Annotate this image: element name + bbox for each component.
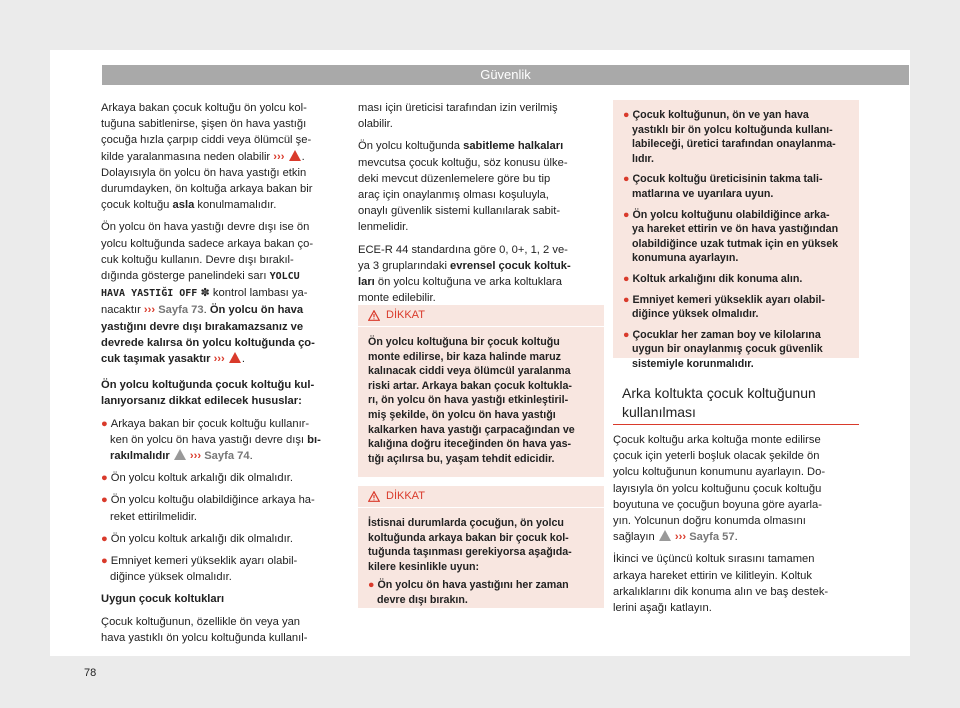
column-3 xyxy=(613,432,863,622)
warning-icon xyxy=(659,530,671,541)
list-item: ● Koltuk arkalığını dik konuma alın. xyxy=(623,272,803,285)
warning-icon xyxy=(289,150,301,161)
page-number: 78 xyxy=(84,667,97,679)
page-link[interactable]: Sayfa 73 xyxy=(158,304,204,317)
page-header: Güvenlik xyxy=(102,65,909,85)
column-1 xyxy=(101,100,351,652)
list-item: ● Emniyet kemeri yükseklik ayarı olabil- diğince yüksek olmalıdır. xyxy=(101,555,298,584)
paragraph: ECE-R 44 standardına göre 0, 0+, 1, 2 ve- ya 3 gruplarındaki evrensel çocuk koltuk- ları ön yolcu koltuğuna ve arka koltuklara monte edilebilir. xyxy=(358,243,571,305)
list-item: ● Çocuklar her zaman boy ve kilolarına uygun bir onaylanmış çocuk güvenlik sistemiyle korunmalıdır. xyxy=(623,328,823,370)
warning-box-1 xyxy=(358,305,604,477)
list-item: ● Ön yolcu koltuğu olabildiğince arkaya ha- reket ettirilmelidir. xyxy=(101,494,315,523)
subheading: Uygun çocuk koltukları xyxy=(101,593,225,606)
paragraph: Arkaya bakan çocuk koltuğu ön yolcu kol- tuğuna sabitlenirse, şişen ön hava yastığı çocuğa hızla çarpıp ciddi veya ölümcül şe- kilde yaralanmasına neden olabilir ››› . Dolayısıyla ön yolcu ön hava yastığı etkin durumdayken, ön koltuğa arkaya bakan bir çocuk koltuğu asla konulmamalıdır. xyxy=(101,102,313,212)
requirements-box xyxy=(613,100,859,370)
list-item: ● Çocuk koltuğu üreticisinin takma tali- matlarına ve uyarılara uyun. xyxy=(623,173,823,200)
warning-icon xyxy=(368,491,380,502)
paragraph: ması için üreticisi tarafından izin verilmiş olabilir. xyxy=(358,102,558,131)
airbag-icon: ✽ xyxy=(200,287,210,300)
paragraph: Ön yolcu ön hava yastığı devre dışı ise ön yolcu koltuğunda sadece arkaya bakan ço- cuk koltuğu kullanın. Devre dışı bırakıl- dığında gösterge panelindeki sarı YOLCU HAVA YASTIĞI OFF ✽ kontrol lambası ya- nacaktır ››› Sayfa 73. Ön yolcu ön hava yastığını devre dışı bırakamazsanız ve devrede kalırsa ön yolcu koltuğunda ço- cuk taşımak yasaktır ››› . xyxy=(101,221,315,366)
warning-icon xyxy=(368,310,380,321)
warning-box-body: İstisnai durumlarda çocuğun, ön yolcu koltuğunda arkaya bakan bir çocuk kol- tuğunda taşınması gerekiyorsa aşağıda- kilere kesinlikle uyun: ● Ön yolcu ön hava yastığını her zaman devre dışı bırakın. xyxy=(358,508,604,608)
subheading: Ön yolcu koltuğunda çocuk koltuğu kul- lanıyorsanız dikkat edilecek hususlar: xyxy=(101,379,315,408)
page-link[interactable]: Sayfa 57 xyxy=(689,531,735,544)
list-item: ● Emniyet kemeri yükseklik ayarı olabil- diğince yüksek olmalıdır. xyxy=(623,293,825,321)
paragraph: Çocuk koltuğunun, özellikle ön veya yan hava yastıklı ön yolcu koltuğunda kullanıl- xyxy=(101,615,308,644)
warning-box-body: Ön yolcu koltuğuna bir çocuk koltuğu monte edilirse, bir kaza halinde maruz kalınacak ciddi veya ölümcül yaralanma riski artar. Arkaya bakan çocuk koltukla- rı, ön yolcu ön hava yastığı etkinleştiril- miş şekilde, ön yolcu ön hava yastığı kalkarken hava yastığı çarpacağından ve kalığına doğru iteceğinden ön hava yas- tığı açılırsa bu, yaşam tehdit edicidir. xyxy=(368,336,575,465)
warning-box-header: DİKKAT xyxy=(358,305,604,327)
paragraph: İkinci ve üçüncü koltuk sırasını tamamen arkaya hareket ettirin ve kilitleyin. Koltuk arkalıklarını dik konuma alın ve baş destek- lerini aşağı katlayın. xyxy=(613,553,829,615)
warning-icon xyxy=(174,449,186,460)
warning-box-header: DİKKAT xyxy=(358,486,604,508)
paragraph: Ön yolcu koltuğunda sabitleme halkaları mevcutsa çocuk koltuğu, söz konusu ülke- deki mevcut düzenlemelere göre bu tip araç için onaylanmış olması koşuluyla, onaylı güvenlik sistemi kullanılarak sabit- lenmelidir. xyxy=(358,140,568,234)
list-item: ● Ön yolcu koltuk arkalığı dik olmalıdır. xyxy=(101,472,293,485)
warning-box-2 xyxy=(358,486,604,608)
warning-icon xyxy=(229,352,241,363)
section-title: Arka koltukta çocuk koltuğunun kullanılması xyxy=(622,385,816,420)
list-item: ● Ön yolcu koltuğunu olabildiğince arka- ya hareket ettirin ve ön hava yastığından olabildiğince uzak tutmak için en yüksek konumuna ayarlayın. xyxy=(623,208,839,265)
list-item: ● Arkaya bakan bir çocuk koltuğu kullanır- ken ön yolcu ön hava yastığı devre dışı bı- rakılmalıdır ››› Sayfa 74. xyxy=(101,417,321,463)
list-item: ● Çocuk koltuğunun, ön ve yan hava yastıklı bir ön yolcu koltuğunda kullanı- labileceği, üretici tarafından onaylanma- lıdır. xyxy=(623,109,836,165)
page-link[interactable]: Sayfa 74 xyxy=(204,450,250,463)
paragraph: Çocuk koltuğu arka koltuğa monte edilirse çocuk için yeterli boşluk olacak şekilde ön yolcu koltuğunun konumunu ayarlayın. Do- layısıyla ön yolcu koltuğunu çocuk koltuğu boyutuna ve çocuğun boyuna göre ayarla- yın. Yolcunun doğru konumda olmasını sağlayın ››› Sayfa 57. xyxy=(613,434,826,544)
column-2 xyxy=(358,100,604,312)
list-item: ● Ön yolcu ön hava yastığını her zaman devre dışı bırakın. xyxy=(368,579,569,606)
section-rule xyxy=(613,424,859,425)
manual-page xyxy=(50,50,910,679)
list-item: ● Ön yolcu koltuk arkalığı dik olmalıdır. xyxy=(101,532,293,545)
